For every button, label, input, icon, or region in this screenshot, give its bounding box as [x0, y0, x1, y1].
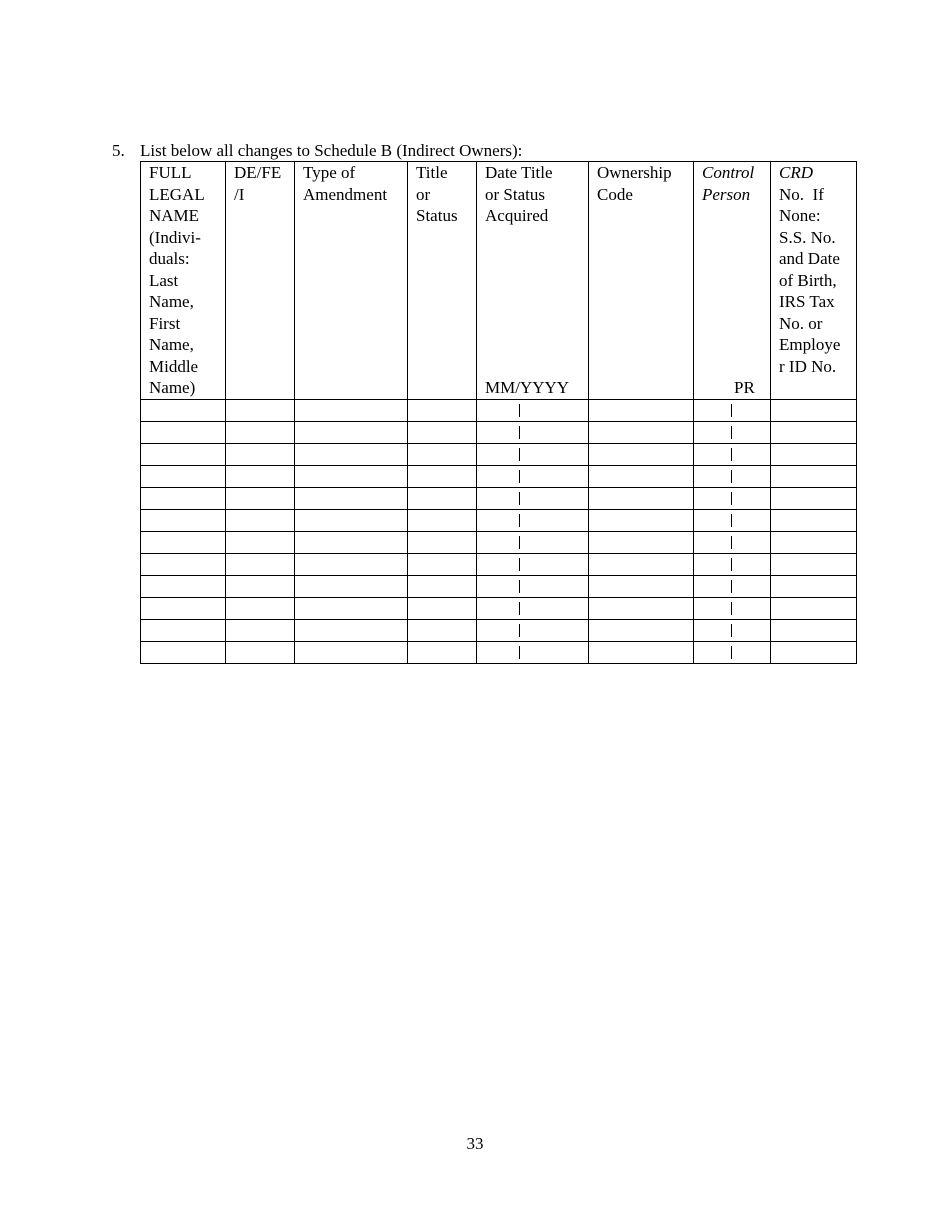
cell-full-legal-name[interactable]	[141, 443, 226, 465]
cell-date-acquired[interactable]	[477, 619, 589, 641]
cell-control-person[interactable]	[694, 553, 771, 575]
header-line: Last	[149, 270, 179, 290]
cell-full-legal-name[interactable]	[141, 509, 226, 531]
header-line: None:	[779, 206, 821, 225]
header-line: Type of	[303, 163, 356, 182]
cell-ownership-code[interactable]	[589, 641, 694, 663]
cell-date-acquired[interactable]	[477, 443, 589, 465]
pr-label: PR	[734, 378, 755, 397]
header-line: Person	[702, 184, 751, 204]
cell-full-legal-name[interactable]	[141, 465, 226, 487]
header-line: and Date	[779, 249, 840, 268]
header-line: No. or	[779, 313, 823, 333]
cell-ownership-code[interactable]	[589, 421, 694, 443]
table-row	[141, 487, 857, 509]
cell-control-person[interactable]	[694, 619, 771, 641]
table-row	[141, 553, 857, 575]
field-separator-mark	[731, 514, 732, 527]
field-separator-mark	[519, 404, 520, 417]
header-line: Ownership	[597, 163, 672, 182]
cell-crd-number[interactable]	[771, 465, 857, 487]
cell-ownership-code[interactable]	[589, 531, 694, 553]
header-line: S.S. No.	[779, 227, 836, 247]
cell-control-person[interactable]	[694, 641, 771, 663]
header-row	[141, 162, 857, 400]
item-number: 5.	[112, 141, 125, 160]
table-row	[141, 465, 857, 487]
cell-date-acquired[interactable]	[477, 399, 589, 421]
header-line: (Indivi-	[149, 227, 201, 247]
cell-title-or-status[interactable]	[408, 465, 477, 487]
cell-crd-number[interactable]	[771, 553, 857, 575]
cell-de-fe-i[interactable]	[226, 487, 295, 509]
header-line: or Status	[485, 184, 545, 204]
cell-ownership-code[interactable]	[589, 575, 694, 597]
cell-full-legal-name[interactable]	[141, 421, 226, 443]
cell-crd-number[interactable]	[771, 641, 857, 663]
field-separator-mark	[731, 426, 732, 439]
cell-title-or-status[interactable]	[408, 399, 477, 421]
cell-date-acquired[interactable]	[477, 553, 589, 575]
field-separator-mark	[519, 580, 520, 593]
field-separator-mark	[731, 536, 732, 549]
cell-control-person[interactable]	[694, 531, 771, 553]
cell-date-acquired[interactable]	[477, 509, 589, 531]
table-row	[141, 641, 857, 663]
field-separator-mark	[731, 492, 732, 505]
cell-title-or-status[interactable]	[408, 575, 477, 597]
header-title-or-status	[408, 162, 477, 400]
header-control-person	[694, 162, 771, 400]
header-line: r ID No.	[779, 356, 837, 376]
header-line: LEGAL	[149, 184, 205, 204]
cell-de-fe-i[interactable]	[226, 509, 295, 531]
header-line: of Birth,	[779, 270, 837, 290]
cell-control-person[interactable]	[694, 421, 771, 443]
field-separator-mark	[519, 602, 520, 615]
cell-date-acquired[interactable]	[477, 597, 589, 619]
cell-ownership-code[interactable]	[589, 443, 694, 465]
cell-date-acquired[interactable]	[477, 531, 589, 553]
header-line: DE/FE	[234, 163, 282, 182]
cell-type-of-amendment[interactable]	[295, 619, 408, 641]
header-line: Title	[416, 163, 448, 182]
cell-date-acquired[interactable]	[477, 487, 589, 509]
cell-type-of-amendment[interactable]	[295, 641, 408, 663]
cell-control-person[interactable]	[694, 465, 771, 487]
cell-full-legal-name[interactable]	[141, 641, 226, 663]
header-line: NAME	[149, 206, 200, 225]
cell-crd-number[interactable]	[771, 619, 857, 641]
cell-control-person[interactable]	[694, 487, 771, 509]
table-row	[141, 575, 857, 597]
field-separator-mark	[731, 624, 732, 637]
cell-type-of-amendment[interactable]	[295, 443, 408, 465]
field-separator-mark	[731, 404, 732, 417]
cell-date-acquired[interactable]	[477, 465, 589, 487]
cell-type-of-amendment[interactable]	[295, 553, 408, 575]
cell-type-of-amendment[interactable]	[295, 465, 408, 487]
header-line: /I	[234, 184, 245, 204]
cell-type-of-amendment[interactable]	[295, 487, 408, 509]
table-row	[141, 597, 857, 619]
header-line: Middle	[149, 356, 199, 376]
field-separator-mark	[731, 646, 732, 659]
header-line: Name)	[149, 378, 196, 397]
cell-title-or-status[interactable]	[408, 553, 477, 575]
table-row	[141, 531, 857, 553]
cell-title-or-status[interactable]	[408, 487, 477, 509]
table-row	[141, 421, 857, 443]
cell-crd-number[interactable]	[771, 487, 857, 509]
date-format-label: MM/YYYY	[485, 378, 570, 397]
table-row	[141, 619, 857, 641]
cell-full-legal-name[interactable]	[141, 531, 226, 553]
header-line: duals:	[149, 249, 190, 268]
cell-ownership-code[interactable]	[589, 465, 694, 487]
cell-ownership-code[interactable]	[589, 619, 694, 641]
header-line: Amendment	[303, 184, 388, 204]
table-row	[141, 509, 857, 531]
header-line: Date Title	[485, 163, 553, 182]
cell-full-legal-name[interactable]	[141, 399, 226, 421]
cell-control-person[interactable]	[694, 597, 771, 619]
cell-de-fe-i[interactable]	[226, 399, 295, 421]
cell-date-acquired[interactable]	[477, 575, 589, 597]
header-line: Status	[416, 206, 458, 225]
cell-crd-number[interactable]	[771, 421, 857, 443]
field-separator-mark	[519, 646, 520, 659]
cell-title-or-status[interactable]	[408, 619, 477, 641]
instruction-line	[112, 140, 522, 161]
header-line: Control	[702, 163, 755, 182]
cell-de-fe-i[interactable]	[226, 597, 295, 619]
header-line: No. If	[779, 184, 824, 204]
cell-de-fe-i[interactable]	[226, 553, 295, 575]
header-line: CRD	[779, 163, 813, 182]
field-separator-mark	[519, 470, 520, 483]
table-body	[141, 399, 857, 663]
cell-type-of-amendment[interactable]	[295, 531, 408, 553]
cell-date-acquired[interactable]	[477, 421, 589, 443]
field-separator-mark	[519, 426, 520, 439]
cell-de-fe-i[interactable]	[226, 443, 295, 465]
cell-type-of-amendment[interactable]	[295, 421, 408, 443]
cell-title-or-status[interactable]	[408, 421, 477, 443]
instruction-text: List below all changes to Schedule B (Indirect Owners):	[140, 141, 523, 160]
field-separator-mark	[519, 492, 520, 505]
cell-crd-number[interactable]	[771, 597, 857, 619]
cell-date-acquired[interactable]	[477, 641, 589, 663]
cell-de-fe-i[interactable]	[226, 465, 295, 487]
cell-de-fe-i[interactable]	[226, 421, 295, 443]
cell-full-legal-name[interactable]	[141, 575, 226, 597]
header-line: Employe	[779, 335, 841, 354]
header-line: IRS Tax	[779, 292, 835, 311]
cell-title-or-status[interactable]	[408, 443, 477, 465]
header-line: Name,	[149, 292, 194, 311]
field-separator-mark	[731, 602, 732, 615]
cell-type-of-amendment[interactable]	[295, 597, 408, 619]
cell-full-legal-name[interactable]	[141, 487, 226, 509]
cell-de-fe-i[interactable]	[226, 619, 295, 641]
header-date-acquired	[477, 162, 589, 400]
cell-crd-number[interactable]	[771, 509, 857, 531]
field-separator-mark	[519, 624, 520, 637]
field-separator-mark	[519, 558, 520, 571]
header-de-fe-i	[226, 162, 295, 400]
header-line: or	[416, 184, 431, 204]
cell-control-person[interactable]	[694, 575, 771, 597]
schedule-b-changes-table	[140, 161, 857, 664]
header-line: Name,	[149, 335, 194, 354]
cell-type-of-amendment[interactable]	[295, 399, 408, 421]
cell-ownership-code[interactable]	[589, 597, 694, 619]
cell-control-person[interactable]	[694, 443, 771, 465]
header-ownership-code	[589, 162, 694, 400]
cell-crd-number[interactable]	[771, 399, 857, 421]
cell-crd-number[interactable]	[771, 575, 857, 597]
header-type-of-amendment	[295, 162, 408, 400]
cell-title-or-status[interactable]	[408, 531, 477, 553]
cell-crd-number[interactable]	[771, 443, 857, 465]
header-crd-number	[771, 162, 857, 400]
cell-de-fe-i[interactable]	[226, 575, 295, 597]
field-separator-mark	[519, 514, 520, 527]
cell-control-person[interactable]	[694, 509, 771, 531]
field-separator-mark	[731, 470, 732, 483]
cell-ownership-code[interactable]	[589, 509, 694, 531]
table-row	[141, 399, 857, 421]
cell-de-fe-i[interactable]	[226, 641, 295, 663]
header-line: First	[149, 313, 181, 333]
cell-ownership-code[interactable]	[589, 553, 694, 575]
field-separator-mark	[731, 448, 732, 461]
cell-type-of-amendment[interactable]	[295, 575, 408, 597]
cell-type-of-amendment[interactable]	[295, 509, 408, 531]
header-line: Acquired	[485, 206, 549, 225]
table-row	[141, 443, 857, 465]
cell-ownership-code[interactable]	[589, 487, 694, 509]
cell-crd-number[interactable]	[771, 531, 857, 553]
cell-control-person[interactable]	[694, 399, 771, 421]
cell-ownership-code[interactable]	[589, 399, 694, 421]
field-separator-mark	[519, 536, 520, 549]
field-separator-mark	[731, 580, 732, 593]
page-number: 33	[466, 1134, 484, 1153]
cell-title-or-status[interactable]	[408, 597, 477, 619]
field-separator-mark	[731, 558, 732, 571]
cell-full-legal-name[interactable]	[141, 553, 226, 575]
cell-de-fe-i[interactable]	[226, 531, 295, 553]
header-line: Code	[597, 184, 633, 204]
header-full-legal-name	[141, 162, 226, 400]
cell-full-legal-name[interactable]	[141, 597, 226, 619]
cell-title-or-status[interactable]	[408, 641, 477, 663]
field-separator-mark	[519, 448, 520, 461]
cell-title-or-status[interactable]	[408, 509, 477, 531]
header-line: FULL	[149, 163, 192, 182]
cell-full-legal-name[interactable]	[141, 619, 226, 641]
